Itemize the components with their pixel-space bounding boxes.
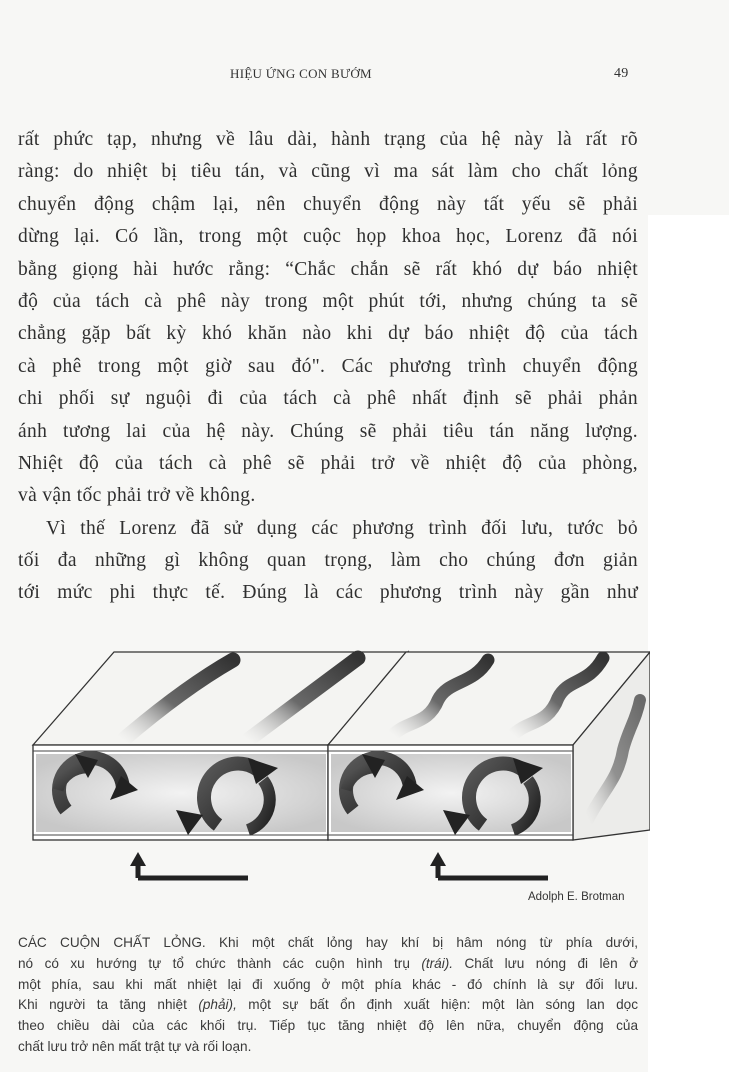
caption-line <box>18 995 638 1016</box>
caption-line: CÁC CUỘN CHẤT LỎNG. Khi một chất lỏng hay khí bị hâm nóng từ phía dưới, <box>18 935 638 950</box>
running-header <box>0 66 729 86</box>
body-line: độ của tách cà phê này trong một phút tới, nhưng chúng ta sẽ <box>18 290 638 312</box>
caption-text: một sự bất ổn định xuất hiện: một làn sóng lan dọc <box>236 997 638 1013</box>
body-line: rất phức tạp, nhưng về lâu dài, hành trạng của hệ này là rất rõ <box>18 129 638 150</box>
caption-emphasis: (trái). <box>421 955 454 971</box>
figure-caption <box>18 933 638 1058</box>
caption-text: Khi người ta tăng nhiệt <box>18 997 199 1013</box>
scan-margin-strip <box>648 215 729 1072</box>
body-line: Vì thế Lorenz đã sử dụng các phương trình đối lưu, tước bỏ <box>46 517 638 539</box>
body-line: ánh tương lai của hệ này. Chúng sẽ phải tiêu tán năng lượng. <box>18 420 638 442</box>
caption-emphasis: (phải), <box>198 997 237 1013</box>
caption-text: Chất lưu nóng đi lên ở <box>453 955 638 971</box>
body-line: cà phê trong một giờ sau đó". Các phương trình chuyển động <box>18 355 638 377</box>
convection-rolls-figure <box>28 640 650 902</box>
body-line: tối đa những gì không quan trọng, làm cho chúng đơn giản <box>18 550 638 572</box>
running-title: HIỆU ỨNG CON BƯỚM <box>230 66 372 81</box>
figure-credit: Adolph E. Brotman <box>528 891 625 903</box>
body-line: Nhiệt độ của tách cà phê sẽ phải trở về nhiệt độ của phòng, <box>18 452 638 474</box>
caption-line: theo chiều dài của các khối trụ. Tiếp tục tăng nhiệt độ lên nữa, chuyển động của <box>18 1018 638 1034</box>
caption-text: nó có xu hướng tự tổ chức thành các cuộn hình trụ <box>18 955 422 971</box>
page-number: 49 <box>614 66 629 81</box>
caption-line <box>18 954 638 975</box>
caption-line: chất lưu trở nên mất trật tự và rối loạn. <box>18 1038 252 1054</box>
body-line: chi phối sự nguội đi của tách cà phê nhất định sẽ phải phản <box>18 388 638 410</box>
body-line: và vận tốc phải trở về không. <box>18 485 256 507</box>
body-text <box>18 124 638 610</box>
body-line: chuyển động chậm lại, nên chuyển động này tất yếu sẽ phải <box>18 193 638 215</box>
caption-line: một phía, sau khi mất nhiệt lại đi xuống ở một phía khác - đó chính là sự đối lưu. <box>18 976 638 992</box>
body-line: dừng lại. Có lần, trong một cuộc họp khoa học, Lorenz đã nói <box>18 226 638 248</box>
body-line: chẳng gặp bất kỳ khó khăn nào khi dự báo nhiệt độ của tách <box>18 323 638 345</box>
body-line: bằng giọng hài hước rằng: “Chắc chắn sẽ rất khó dự báo nhiệt <box>18 258 638 280</box>
body-line: tới mức phi thực tế. Đúng là các phương trình này gần như <box>18 582 638 604</box>
body-line: ràng: do nhiệt bị tiêu tán, và cũng vì ma sát làm cho chất lỏng <box>18 161 638 183</box>
